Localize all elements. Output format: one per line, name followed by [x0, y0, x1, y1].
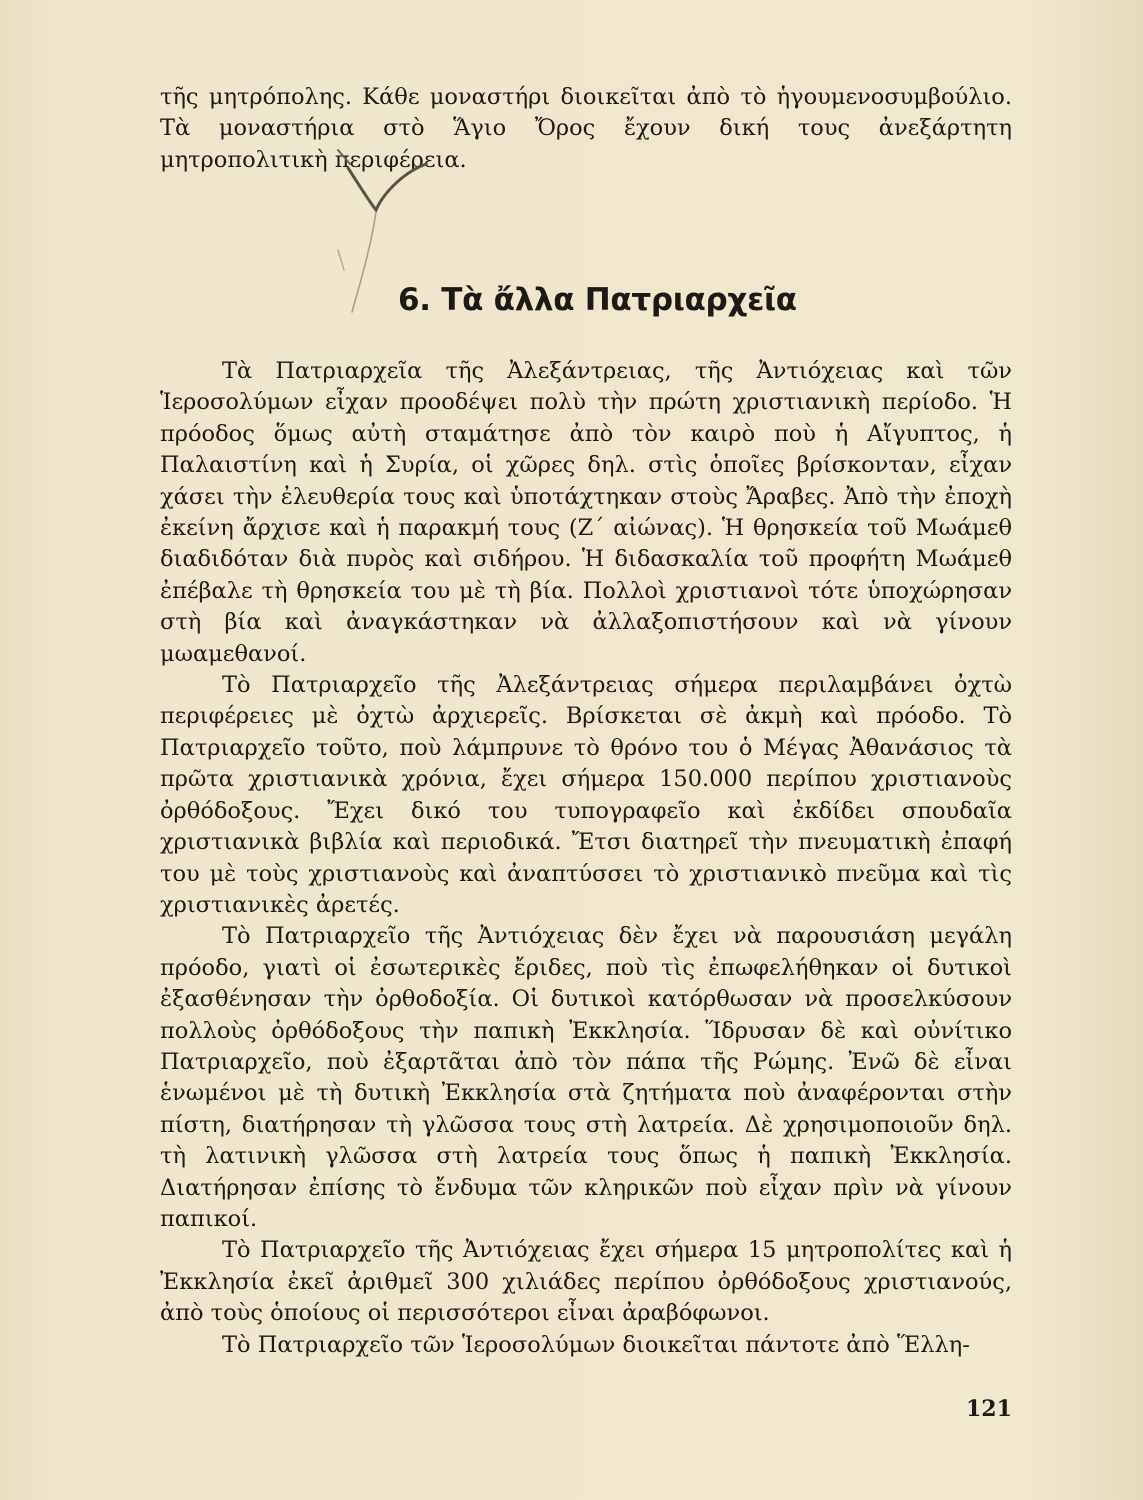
paragraph-4: Τὸ Πατριαρχεῖο τῆς Ἀντιόχειας ἔχει σήμερα 15 μητροπολίτες καὶ ἡ Ἐκκλησία ἐκεῖ ἀριθμεῖ 300 χιλιάδες περίπου ὀρθόδοξους χριστιανούς, ἀπὸ τοὺς ὁποίους οἱ περισσότεροι εἶναι ἀραβόφωνοι. — [160, 1237, 1012, 1327]
paragraph-3: Τὸ Πατριαρχεῖο τῆς Ἀντιόχειας δὲν ἔχει νὰ παρουσιάση μεγάλη πρόοδο, γιατὶ οἱ ἐσωτερικὲς ἔριδες, ποὺ τὶς ἐπωφελήθηκαν οἱ δυτικοὶ ἐξασθένησαν τὴν ὀρθοδοξία. Οἱ δυτικοὶ κατόρθωσαν νὰ προσελκύσουν πολλοὺς ὀρθόδοξους τὴν παπικὴ Ἐκκλησία. Ἵδρυσαν δὲ καὶ οὐνίτικο Πατριαρχεῖο, ποὺ ἐξαρτᾶται ἀπὸ τὸν πάπα τῆς Ρώμης. Ἐνῶ δὲ εἶναι ἑνωμένοι μὲ τὴ δυτικὴ Ἐκκλησία στὰ ζητήματα ποὺ ἀναφέρονται στὴν πίστη, διατήρησαν τὴ γλῶσσα τους στὴ λατρεία. Δὲ χρησιμοποιοῦν δηλ. τὴ λατινικὴ γλῶσσα στὴ λατρεία τους ὅπως ἡ παπικὴ Ἐκκλησία. Διατήρησαν ἐπίσης τὸ ἔνδυμα τῶν κληρικῶν ποὺ εἶχαν πρὶν νὰ γίνουν παπικοί. — [160, 923, 1012, 1232]
intro-text: τῆς μητρόπολης. Κάθε μοναστήρι διοικεῖται ἀπὸ τὸ ἡγουμενοσυμβούλιο. Τὰ μοναστήρια στὸ Ἅγιο Ὄρος ἔχουν δική τους ἀνεξάρτητη μητροπολιτικὴ περιφέρεια. — [160, 84, 1012, 173]
intro-paragraph — [160, 82, 1012, 176]
page-number: 121 — [966, 1396, 1012, 1422]
paragraph-5: Τὸ Πατριαρχεῖο τῶν Ἱεροσολύμων διοικεῖται πάντοτε ἀπὸ Ἕλλη- — [222, 1331, 970, 1358]
paragraph-1: Τὰ Πατριαρχεῖα τῆς Ἀλεξάντρειας, τῆς Ἀντιόχειας καὶ τῶν Ἱεροσολύμων εἶχαν προοδέψει πολὺ τὴν πρώτη χριστιανικὴ περίοδο. Ἡ πρόοδος ὅμως αὐτὴ σταμάτησε ἀπὸ τὸν καιρὸ ποὺ ἡ Αἴγυπτος, ἡ Παλαιστίνη καὶ ἡ Συρία, οἱ χῶρες δηλ. στὶς ὁποῖες βρίσκονταν, εἶχαν χάσει τὴν ἐλευθερία τους καὶ ὑποτάχτηκαν στοὺς Ἄραβες. Ἀπὸ τὴν ἐποχὴ ἐκείνη ἄρχισε καὶ ἡ παρακμή τους (Ζ΄ αἰώνας). Ἡ θρησκεία τοῦ Μωάμεθ διαδιδόταν διὰ πυρὸς καὶ σιδήρου. Ἡ διδασκαλία τοῦ προφήτη Μωάμεθ ἐπέβαλε τὴ θρησκεία του μὲ τὴ βία. Πολλοὶ χριστιανοὶ τότε ὑποχώρησαν στὴ βία καὶ ἀναγκάστηκαν νὰ ἀλλαξοπιστήσουν καὶ νὰ γίνουν μωαμεθανοί. — [160, 358, 1012, 667]
body-text — [160, 356, 1012, 1361]
paragraph-2: Τὸ Πατριαρχεῖο τῆς Ἀλεξάντρειας σήμερα περιλαμβάνει ὀχτὼ περιφέρειες μὲ ὀχτὼ ἀρχιερεῖς. Βρίσκεται σὲ ἀκμὴ καὶ πρόοδο. Τὸ Πατριαρχεῖο τοῦτο, ποὺ λάμπρυνε τὸ θρόνο του ὁ Μέγας Ἀθανάσιος τὰ πρῶτα χριστιανικὰ χρόνια, ἔχει σήμερα 150.000 περίπου χριστιανοὺς ὀρθόδοξους. Ἔχει δικό του τυπογραφεῖο καὶ ἐκδίδει σπουδαῖα χριστιανικὰ βιβλία καὶ περιοδικά. Ἔτσι διατηρεῖ τὴν πνευματικὴ ἐπαφή του μὲ τοὺς χριστιανοὺς καὶ ἀναπτύσσει τὸ χριστιανικὸ πνεῦμα καὶ τὶς χριστιανικὲς ἀρετές. — [160, 672, 1012, 918]
section-heading: 6. Τὰ ἄλλα Πατριαρχεῖα — [398, 282, 797, 318]
